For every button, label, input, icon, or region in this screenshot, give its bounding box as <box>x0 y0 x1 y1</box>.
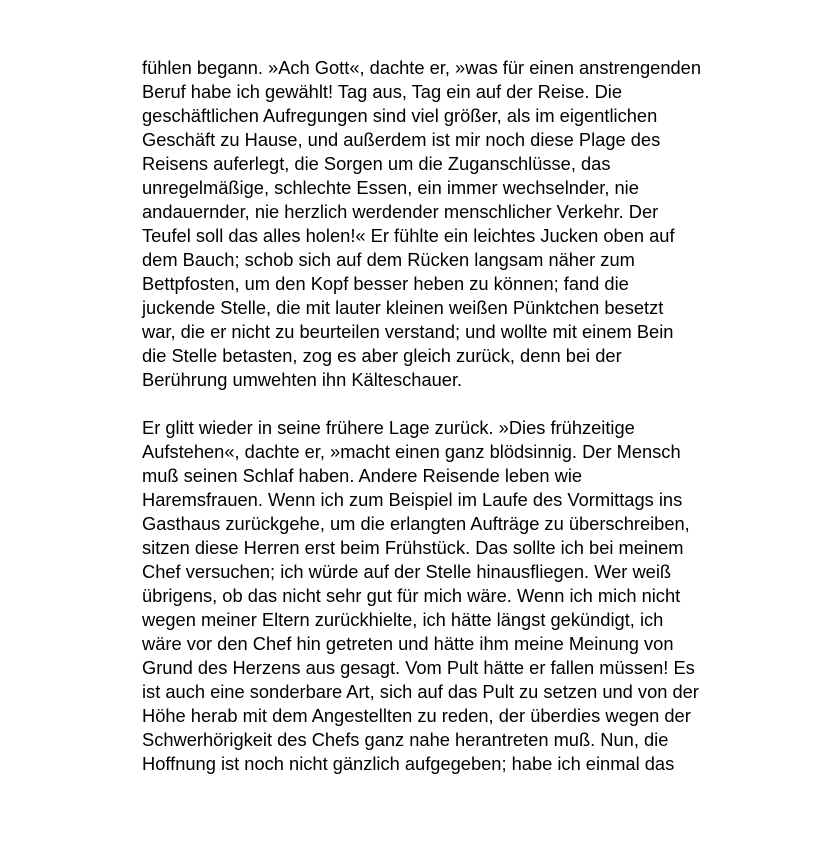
text-line: andauernder, nie herzlich werdender menschlicher Verkehr. Der <box>142 201 659 222</box>
text-line: ist auch eine sonderbare Art, sich auf das Pult zu setzen und von der <box>142 681 699 702</box>
text-line: Teufel soll das alles holen!« Er fühlte ein leichtes Jucken oben auf <box>142 225 675 246</box>
text-line: Haremsfrauen. Wenn ich zum Beispiel im Laufe des Vormittags ins <box>142 489 683 510</box>
paragraph-1 <box>142 56 762 392</box>
text-line: Bettpfosten, um den Kopf besser heben zu können; fand die <box>142 273 629 294</box>
text-line: Chef versuchen; ich würde auf der Stelle hinausfliegen. Wer weiß <box>142 561 672 582</box>
text-line: dem Bauch; schob sich auf dem Rücken langsam näher zum <box>142 249 635 270</box>
text-line: Grund des Herzens aus gesagt. Vom Pult hätte er fallen müssen! Es <box>142 657 695 678</box>
text-line: muß seinen Schlaf haben. Andere Reisende leben wie <box>142 465 583 486</box>
text-line: Aufstehen«, dachte er, »macht einen ganz blödsinnig. Der Mensch <box>142 441 681 462</box>
text-line: Höhe herab mit dem Angestellten zu reden, der überdies wegen der <box>142 705 691 726</box>
paragraph-2 <box>142 416 762 776</box>
text-line: Gasthaus zurückgehe, um die erlangten Aufträge zu überschreiben, <box>142 513 690 534</box>
text-line: die Stelle betasten, zog es aber gleich zurück, denn bei der <box>142 345 622 366</box>
text-line: sitzen diese Herren erst beim Frühstück. Das sollte ich bei meinem <box>142 537 684 558</box>
text-line: Schwerhörigkeit des Chefs ganz nahe herantreten muß. Nun, die <box>142 729 669 750</box>
text-line: juckende Stelle, die mit lauter kleinen weißen Pünktchen besetzt <box>142 297 664 318</box>
document-page <box>142 56 762 776</box>
text-line: Berührung umwehten ihn Kälteschauer. <box>142 369 463 390</box>
text-line: Geschäft zu Hause, und außerdem ist mir noch diese Plage des <box>142 129 661 150</box>
text-line: Er glitt wieder in seine frühere Lage zurück. »Dies frühzeitige <box>142 417 635 438</box>
text-line: Beruf habe ich gewählt! Tag aus, Tag ein auf der Reise. Die <box>142 81 623 102</box>
text-line: Hoffnung ist noch nicht gänzlich aufgegeben; habe ich einmal das <box>142 753 675 774</box>
text-line: übrigens, ob das nicht sehr gut für mich wäre. Wenn ich mich nicht <box>142 585 681 606</box>
text-line: fühlen begann. »Ach Gott«, dachte er, »was für einen anstrengenden <box>142 57 701 78</box>
text-line: wäre vor den Chef hin getreten und hätte ihm meine Meinung von <box>142 633 674 654</box>
text-line: geschäftlichen Aufregungen sind viel größer, als im eigentlichen <box>142 105 658 126</box>
text-line: wegen meiner Eltern zurückhielte, ich hätte längst gekündigt, ich <box>142 609 664 630</box>
text-line: Reisens auferlegt, die Sorgen um die Zuganschlüsse, das <box>142 153 611 174</box>
text-line: war, die er nicht zu beurteilen verstand; und wollte mit einem Bein <box>142 321 674 342</box>
text-line: unregelmäßige, schlechte Essen, ein immer wechselnder, nie <box>142 177 639 198</box>
